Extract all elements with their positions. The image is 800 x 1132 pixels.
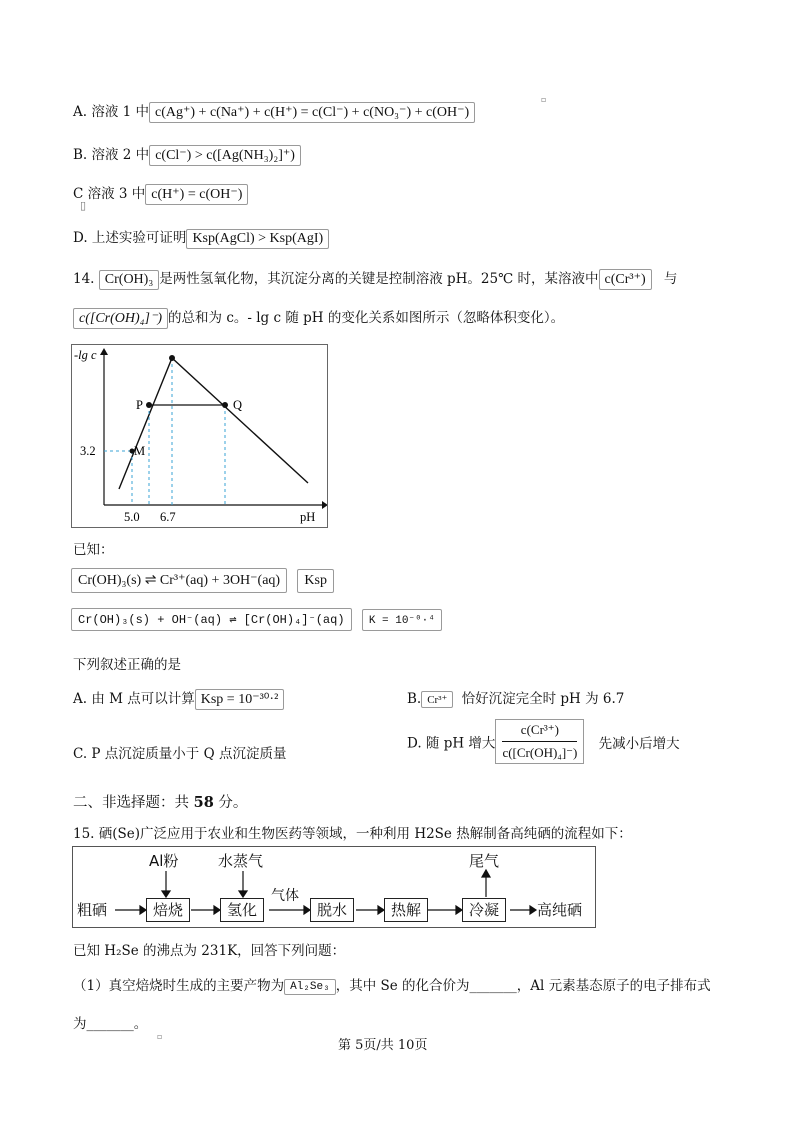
q14-eq1: Cr(OH)₃(s) ⇌ Cr³⁺(aq) + 3OH⁻(aq) [71, 568, 287, 593]
flow-box-dehydrate: 脱水 [310, 898, 354, 922]
flow-input-al: Al粉 [149, 852, 179, 870]
fraction-denominator: c([Cr(OH)₄]⁻) [502, 745, 578, 760]
graph-x-label: pH [300, 510, 316, 524]
q15-part1-line1 [73, 974, 711, 995]
section2-heading-post: 分。 [213, 795, 248, 811]
q14-option-b-prefix: B. [407, 691, 422, 707]
graph-label-q: Q [233, 398, 243, 412]
q13-option-b [73, 143, 301, 166]
q13-option-b-formula: c(Cl⁻) > c([Ag(NH₃)₂]⁺) [149, 145, 301, 166]
graph-x-tick-2: 6.7 [160, 510, 176, 524]
q14-option-b-text: 恰好沉淀完全时 pH 为 6.7 [461, 691, 625, 707]
graph-label-m: M [134, 444, 146, 458]
marker-square-icon: ▯ [80, 199, 87, 212]
q14-option-a-formula: Ksp = 10⁻³⁰·² [195, 689, 285, 710]
q14-option-b-formula: Cr³⁺ [421, 691, 453, 708]
q13-option-d [73, 226, 329, 249]
graph-label-p: P [136, 398, 143, 412]
page-footer: 第 5页/共 10页 [338, 1038, 428, 1053]
q14-eq2-row [71, 608, 442, 631]
graph-y-tick: 3.2 [80, 444, 96, 458]
flow-box-roast: 焙烧 [146, 898, 190, 922]
q15-flowchart [72, 846, 596, 928]
graph-y-label: -lg c [74, 348, 97, 362]
q14-stem-line2 [73, 306, 564, 329]
marker-square-icon: ▫ [157, 1032, 163, 1041]
section2-heading [73, 791, 247, 812]
graph-x-tick-1: 5.0 [124, 510, 140, 524]
q15-part1-line2: 为_______。 [73, 1016, 148, 1032]
q14-option-a-text: A. 由 M 点可以计算 [73, 691, 195, 707]
point-q [222, 402, 228, 408]
q14-formula-croh4: c([Cr(OH)₄]⁻) [73, 308, 168, 329]
q13-option-a-formula: c(Ag⁺) + c(Na⁺) + c(H⁺) = c(Cl⁻) + c(NO₃⁻) + c(OH⁻) [149, 102, 475, 123]
q15-part1-formula: Al₂Se₃ [284, 979, 336, 995]
q14-stem-and: 与 [663, 271, 678, 287]
q14-option-c: C. P 点沉淀质量小于 Q 点沉淀质量 [73, 746, 287, 762]
flow-output-tailgas: 尾气 [469, 852, 500, 870]
q14-stem-text2: 的总和为 c。- lg c 随 pH 的变化关系如图所示（忽略体积变化）。 [168, 310, 565, 326]
q14-option-d [407, 719, 680, 764]
flow-box-hydrogenate: 氢化 [220, 898, 264, 922]
curve-line [119, 358, 308, 489]
q13-option-a [73, 100, 475, 123]
q14-formula-croh3: Cr(OH)₃ [99, 270, 159, 290]
q14-option-d-text: D. 随 pH 增大 [407, 735, 496, 752]
q15-part1-text-a: （1）真空焙烧时生成的主要产物为 [73, 978, 285, 994]
q14-option-b [407, 687, 624, 708]
marker-square-icon: ▫ [541, 95, 547, 104]
q15-part1-text-b: ，其中 Se 的化合价为_______，Al 元素基态原子的电子排布式 [335, 978, 711, 994]
flow-box-condense: 冷凝 [462, 898, 506, 922]
flow-input-steam: 水蒸气 [218, 852, 264, 870]
q14-option-a [73, 687, 284, 710]
q14-eq2-k: K = 10⁻⁰·⁴ [362, 609, 442, 631]
flow-start: 粗硒 [77, 901, 108, 919]
q14-question: 下列叙述正确的是 [73, 657, 181, 673]
fraction-numerator: c(Cr³⁺) [502, 722, 577, 742]
x-axis-arrow-icon [322, 501, 327, 509]
y-axis-arrow-icon [100, 348, 108, 355]
q15-known: 已知 H₂Se 的沸点为 231K，回答下列问题： [73, 943, 346, 959]
q14-formula-cr3: c(Cr³⁺) [599, 269, 652, 290]
peak-point [169, 355, 175, 361]
q14-option-d-fraction [495, 719, 584, 764]
q14-known-label: 已知： [73, 542, 114, 558]
q14-eq1-row [71, 568, 334, 593]
section2-heading-score: 58 [193, 794, 214, 811]
flow-box-pyrolysis: 热解 [384, 898, 428, 922]
q14-graph-svg [72, 345, 327, 527]
q14-number: 14. [73, 271, 95, 287]
q14-graph [71, 344, 328, 528]
q14-option-d-end: 先减小后增大 [598, 735, 680, 752]
q13-option-c-formula: c(H⁺) = c(OH⁻) [145, 184, 248, 205]
q13-option-d-formula: Ksp(AgCl) > Ksp(AgI) [186, 229, 329, 249]
q14-stem-line1 [73, 267, 677, 290]
q13-option-d-prefix: D. 上述实验可证明 [73, 230, 187, 246]
q13-option-a-prefix: A. 溶液 1 中 [73, 104, 150, 120]
point-p [146, 402, 152, 408]
q14-stem-text1: 是两性氢氧化物，其沉淀分离的关键是控制溶液 pH。25℃ 时，某溶液中 [159, 271, 599, 287]
flow-end: 高纯硒 [537, 901, 583, 919]
q15-stem: 15. 硒(Se)广泛应用于农业和生物医药等领域，一种利用 H2Se 热解制备高纯硒的流程如下： [73, 826, 632, 842]
q14-eq2: Cr(OH)₃(s) + OH⁻(aq) ⇌ [Cr(OH)₄]⁻(aq) [71, 608, 352, 631]
q13-option-b-prefix: B. 溶液 2 中 [73, 147, 150, 163]
flow-gas-label: 气体 [271, 888, 299, 904]
q13-option-c-prefix: C 溶液 3 中 [73, 186, 146, 202]
section2-heading-pre: 二、非选择题：共 [73, 795, 194, 811]
q13-option-c [73, 182, 248, 205]
q14-eq1-k: Ksp [297, 569, 334, 593]
